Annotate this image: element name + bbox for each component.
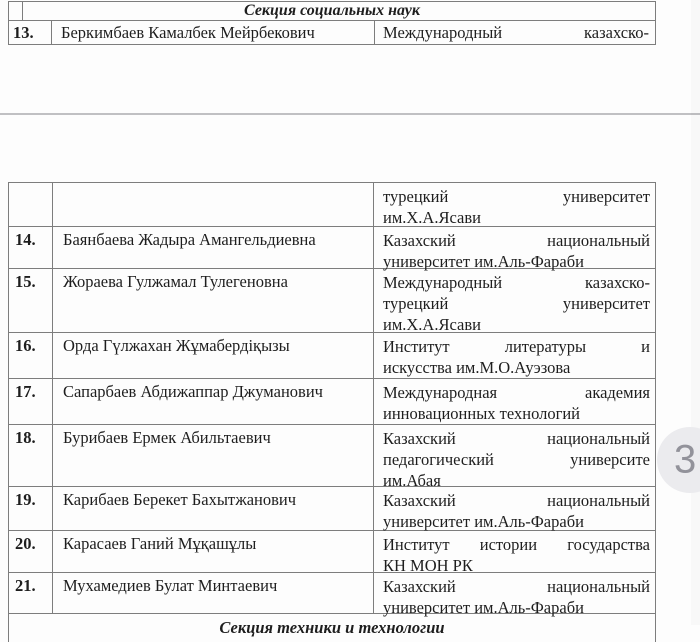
members-table [9,183,655,617]
institution-line: Казахский национальный [383,491,650,510]
institution-cell [374,531,655,575]
table1-numcol-border [51,20,52,45]
table1-instcol-border [374,20,375,45]
institution-line: университет им.Аль-Фараби [383,598,584,617]
institution-line: им.Абая [383,471,441,490]
name-cell: Карасаев Ганий Мұқашұлы [53,531,374,572]
institution-line: Казахский национальный [383,231,650,250]
institution-line: Институт литературы и [383,337,650,356]
institution-cell [374,269,655,332]
row-number-cell: 17. [9,379,53,424]
institution-line: инновационных технологий [383,404,581,423]
institution-line: Казахский национальный [383,577,650,596]
table1-bottom-border [8,44,656,45]
row-number-cell: 20. [9,531,53,572]
institution-line: КН МОН РК [383,556,473,575]
scroll-track [691,0,700,625]
table-row [9,487,655,531]
row-number-cell: 16. [9,333,53,378]
table-row [9,269,655,333]
row-number-cell: 19. [9,487,53,530]
table-row [9,531,655,573]
row-number-cell [9,183,53,226]
page-number: 3 [674,437,697,482]
institution-cell [374,425,655,490]
table1-header-bottom-border [8,20,656,21]
name-cell: Карибаев Берекет Бахытжанович [53,487,374,530]
row-number-cell: 14. [9,227,53,268]
table-row [9,573,655,617]
institution-line: Международная академия [383,383,650,402]
institution-cell [374,227,655,271]
page-fragment-2 [8,182,656,642]
institution-line: турецкий университет [383,294,650,313]
institution-cell: Международный казахско- [383,23,649,42]
institution-line: им.Х.А.Ясави [383,315,481,334]
name-cell: Жораева Гулжамал Тулегеновна [53,269,374,332]
name-cell: Беркимбаев Камалбек Мейрбекович [61,23,315,42]
row-number-cell: 21. [9,573,53,613]
institution-line: Институт истории государства [383,535,650,554]
institution-line: турецкий университет [383,187,650,206]
name-cell: Баянбаева Жадыра Амангельдиевна [53,227,374,268]
next-section-header: Секция техники и технологии [219,618,445,637]
institution-cell [374,333,655,378]
name-cell [53,183,374,226]
institution-cell [374,487,655,530]
name-cell: Орда Гүлжахан Жұмабердіқызы [53,333,374,378]
institution-cell [374,573,655,617]
institution-line: искусства им.М.О.Ауэзова [383,358,571,377]
page-indicator-badge [657,427,700,493]
institution-line: им.Х.А.Ясави [383,208,481,227]
institution-line: университет им.Аль-Фараби [383,252,584,271]
table-row [9,425,655,490]
row-number-cell: 15. [9,269,53,332]
institution-line: Казахский национальный [383,429,650,448]
institution-line: педагогический университе [383,450,650,469]
page-separator [0,113,700,115]
name-cell: Сапарбаев Абдижаппар Джуманович [53,379,374,424]
institution-line: университет им.Аль-Фараби [383,512,584,531]
row-number-cell: 13. [13,23,34,42]
table-row [9,379,655,425]
name-cell: Мухамедиев Булат Минтаевич [53,573,374,613]
table-row [9,183,655,227]
table-row [9,227,655,269]
section-header: Секция социальных наук [244,2,420,19]
institution-cell [374,379,655,424]
row-number-cell: 18. [9,425,53,486]
table-row [9,333,655,379]
name-cell: Бурибаев Ермек Абильтаевич [53,425,374,486]
institution-line: Международный казахско- [383,273,650,292]
institution-cell [374,183,655,226]
